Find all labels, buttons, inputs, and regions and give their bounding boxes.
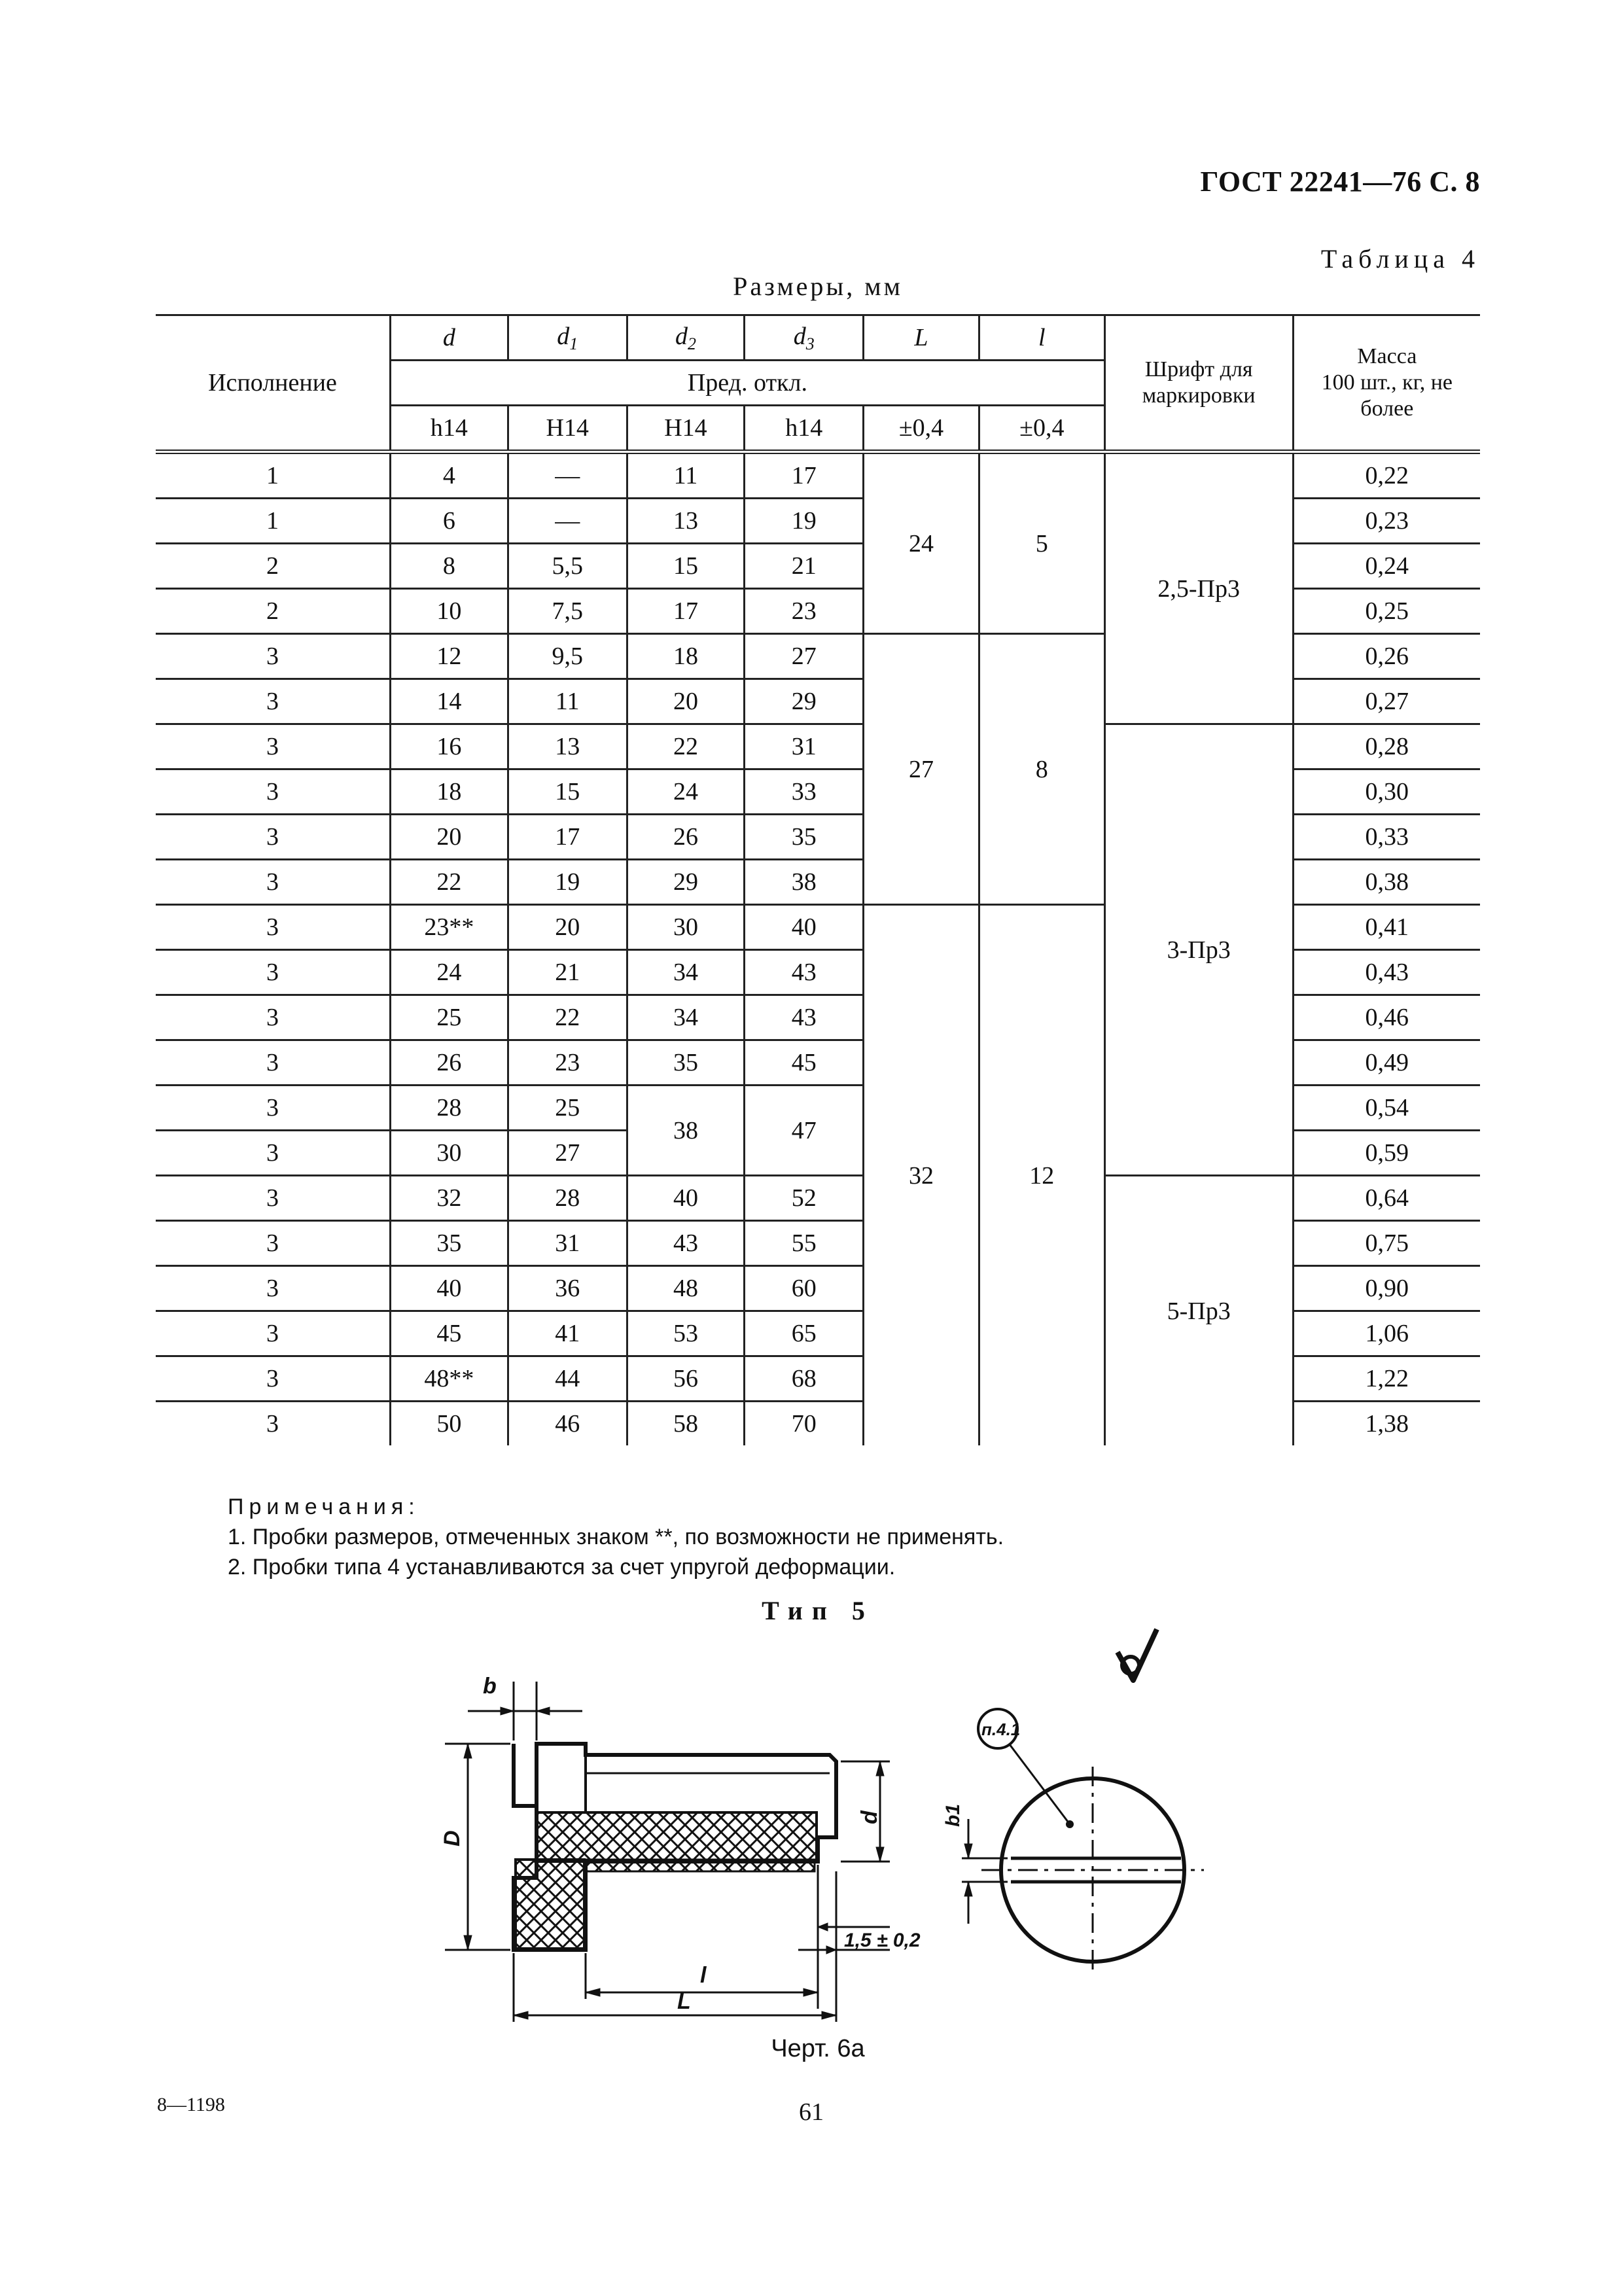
cell-d: 23** — [391, 905, 508, 950]
cell-d2: 38 — [627, 1086, 745, 1176]
cell-d1: 31 — [508, 1221, 627, 1266]
tol-d: h14 — [391, 406, 508, 452]
cell-d1: 36 — [508, 1266, 627, 1311]
cell-mass: 0,43 — [1293, 950, 1480, 995]
cell-v: 2 — [156, 544, 391, 589]
table-row — [156, 1176, 1480, 1221]
notes-title: Примечания: — [228, 1494, 420, 1519]
cell-L: 27 — [864, 634, 979, 905]
cell-d1: 27 — [508, 1131, 627, 1176]
cell-d3: 43 — [745, 995, 864, 1040]
cell-mass: 0,54 — [1293, 1086, 1480, 1131]
cell-d2: 13 — [627, 499, 745, 544]
cell-d: 26 — [391, 1040, 508, 1086]
type-title: Тип 5 — [762, 1596, 874, 1625]
cell-font: 3-Пр3 — [1104, 724, 1293, 1176]
note-item: 1. Пробки размеров, отмеченных знаком **, по возможности не применять. — [228, 1525, 1004, 1549]
cell-d2: 11 — [627, 452, 745, 499]
cell-d: 28 — [391, 1086, 508, 1131]
tol-d2: H14 — [627, 406, 745, 452]
cell-mass: 0,49 — [1293, 1040, 1480, 1086]
page-number: 61 — [799, 2098, 824, 2126]
cell-d1: — — [508, 452, 627, 499]
cell-d2: 17 — [627, 589, 745, 634]
cell-d1: 19 — [508, 860, 627, 905]
cell-d3: 43 — [745, 950, 864, 995]
cell-d3: 33 — [745, 769, 864, 815]
cell-v: 3 — [156, 1356, 391, 1402]
cell-L: 32 — [864, 905, 979, 1446]
cell-mass: 0,41 — [1293, 905, 1480, 950]
cell-d3: 17 — [745, 452, 864, 499]
cell-d3: 23 — [745, 589, 864, 634]
cell-d2: 43 — [627, 1221, 745, 1266]
cell-mass: 1,38 — [1293, 1402, 1480, 1446]
plug-front-view — [962, 1709, 1204, 1975]
cell-d1: 20 — [508, 905, 627, 950]
cell-d: 35 — [391, 1221, 508, 1266]
units-caption: Размеры, мм — [733, 272, 903, 301]
drawing-caption: Черт. 6а — [771, 2035, 865, 2062]
cell-mass: 0,22 — [1293, 452, 1480, 499]
cell-d3: 60 — [745, 1266, 864, 1311]
cell-d1: 13 — [508, 724, 627, 769]
cell-v: 3 — [156, 995, 391, 1040]
tol-l: ±0,4 — [979, 406, 1104, 452]
cell-d3: 52 — [745, 1176, 864, 1221]
cell-mass: 0,23 — [1293, 499, 1480, 544]
cell-mass: 0,26 — [1293, 634, 1480, 679]
label-b1: b1 — [942, 1803, 964, 1827]
cell-d1: 28 — [508, 1176, 627, 1221]
tol-d1: H14 — [508, 406, 627, 452]
cell-d1: 44 — [508, 1356, 627, 1402]
cell-v: 3 — [156, 1176, 391, 1221]
cell-d1: 7,5 — [508, 589, 627, 634]
cell-l: 5 — [979, 452, 1104, 634]
cell-d: 40 — [391, 1266, 508, 1311]
cell-d2: 30 — [627, 905, 745, 950]
cell-v: 1 — [156, 499, 391, 544]
cell-d: 14 — [391, 679, 508, 724]
cell-d: 48** — [391, 1356, 508, 1402]
cell-d1: 41 — [508, 1311, 627, 1356]
cell-v: 3 — [156, 724, 391, 769]
cell-v: 3 — [156, 860, 391, 905]
label-b: b — [483, 1674, 497, 1699]
cell-d3: 70 — [745, 1402, 864, 1446]
label-L: L — [677, 1989, 691, 2014]
cell-v: 3 — [156, 1221, 391, 1266]
cell-d1: 25 — [508, 1086, 627, 1131]
header-d2: $d_2$ — [627, 315, 745, 361]
header-variant: Исполнение — [156, 315, 391, 452]
table-row — [156, 724, 1480, 769]
label-D: D — [440, 1830, 465, 1846]
cell-v: 3 — [156, 679, 391, 724]
cell-mass: 0,46 — [1293, 995, 1480, 1040]
cell-d2: 48 — [627, 1266, 745, 1311]
cell-d3: 45 — [745, 1040, 864, 1086]
cell-d2: 22 — [627, 724, 745, 769]
cell-d2: 20 — [627, 679, 745, 724]
standard-header: ГОСТ 22241—76 С. 8 — [1200, 166, 1480, 198]
header-mass: Масса 100 шт., кг, не более — [1293, 315, 1480, 452]
cell-font: 5-Пр3 — [1104, 1176, 1293, 1446]
cell-d: 12 — [391, 634, 508, 679]
tol-d3: h14 — [745, 406, 864, 452]
cell-mass: 1,22 — [1293, 1356, 1480, 1402]
cell-mass: 0,33 — [1293, 815, 1480, 860]
cell-d2: 26 — [627, 815, 745, 860]
notes — [228, 1492, 1405, 1582]
cell-d1: — — [508, 499, 627, 544]
cell-v: 3 — [156, 1131, 391, 1176]
header-d: d — [391, 315, 508, 361]
tol-L: ±0,4 — [864, 406, 979, 452]
cell-d3: 27 — [745, 634, 864, 679]
label-tolerance: 1,5 ± 0,2 — [844, 1930, 921, 1951]
cell-d: 24 — [391, 950, 508, 995]
cell-v: 3 — [156, 1311, 391, 1356]
cell-d2: 40 — [627, 1176, 745, 1221]
dimensions-table — [156, 314, 1480, 1445]
cell-d3: 65 — [745, 1311, 864, 1356]
cell-d: 6 — [391, 499, 508, 544]
cell-d3: 68 — [745, 1356, 864, 1402]
cell-l: 8 — [979, 634, 1104, 905]
cell-v: 3 — [156, 769, 391, 815]
cell-d1: 5,5 — [508, 544, 627, 589]
cell-mass: 0,25 — [1293, 589, 1480, 634]
cell-d1: 21 — [508, 950, 627, 995]
cell-d3: 31 — [745, 724, 864, 769]
cell-d3: 38 — [745, 860, 864, 905]
cell-d2: 24 — [627, 769, 745, 815]
cell-mass: 0,59 — [1293, 1131, 1480, 1176]
cell-d2: 58 — [627, 1402, 745, 1446]
cell-d: 50 — [391, 1402, 508, 1446]
cell-v: 3 — [156, 905, 391, 950]
cell-d2: 15 — [627, 544, 745, 589]
cell-d1: 17 — [508, 815, 627, 860]
cell-mass: 0,27 — [1293, 679, 1480, 724]
cell-d2: 34 — [627, 950, 745, 995]
cell-d: 10 — [391, 589, 508, 634]
cell-d: 45 — [391, 1311, 508, 1356]
cell-d3: 35 — [745, 815, 864, 860]
cell-mass: 0,90 — [1293, 1266, 1480, 1311]
cell-d3: 19 — [745, 499, 864, 544]
cell-v: 3 — [156, 1040, 391, 1086]
cell-l: 12 — [979, 905, 1104, 1446]
technical-drawing — [419, 1616, 1243, 2035]
cell-d: 20 — [391, 815, 508, 860]
cell-d: 18 — [391, 769, 508, 815]
header-l: l — [979, 315, 1104, 361]
label-d: d — [857, 1810, 882, 1824]
cell-d3: 40 — [745, 905, 864, 950]
label-l: l — [700, 1963, 707, 1988]
cell-v: 1 — [156, 452, 391, 499]
roughness-symbol-icon — [1118, 1629, 1157, 1680]
cell-d: 16 — [391, 724, 508, 769]
cell-v: 2 — [156, 589, 391, 634]
cell-d1: 11 — [508, 679, 627, 724]
cell-mass: 0,24 — [1293, 544, 1480, 589]
cell-d2: 53 — [627, 1311, 745, 1356]
document-code: 8—1198 — [157, 2094, 225, 2115]
note-item: 2. Пробки типа 4 устанавливаются за счет упругой деформации. — [228, 1555, 896, 1580]
cell-v: 3 — [156, 950, 391, 995]
cell-d: 8 — [391, 544, 508, 589]
cell-d1: 23 — [508, 1040, 627, 1086]
cell-d2: 18 — [627, 634, 745, 679]
table-label: Таблица 4 — [1320, 244, 1480, 274]
table-row — [156, 452, 1480, 499]
cell-d3: 47 — [745, 1086, 864, 1176]
cell-d1: 46 — [508, 1402, 627, 1446]
label-ref: п.4.1 — [981, 1720, 1021, 1739]
cell-v: 3 — [156, 1086, 391, 1131]
cell-v: 3 — [266, 1410, 279, 1438]
cell-v: 3 — [156, 1266, 391, 1311]
cell-mass: 0,75 — [1293, 1221, 1480, 1266]
header-tolerance: Пред. откл. — [391, 361, 1105, 406]
cell-d1: 15 — [508, 769, 627, 815]
cell-d: 30 — [391, 1131, 508, 1176]
cell-d2: 29 — [627, 860, 745, 905]
header-d3: $d_3$ — [745, 315, 864, 361]
cell-font: 2,5-Пр3 — [1104, 452, 1293, 724]
cell-d: 4 — [391, 452, 508, 499]
header-L: L — [864, 315, 979, 361]
cell-mass: 0,28 — [1293, 724, 1480, 769]
cell-d3: 21 — [745, 544, 864, 589]
cell-d1: 22 — [508, 995, 627, 1040]
cell-d2: 56 — [627, 1356, 745, 1402]
cell-d1: 9,5 — [508, 634, 627, 679]
cell-v: 3 — [156, 634, 391, 679]
cell-L: 24 — [864, 452, 979, 634]
plug-side-view — [514, 1744, 836, 1950]
cell-mass: 0,64 — [1293, 1176, 1480, 1221]
cell-d: 25 — [391, 995, 508, 1040]
header-d1: $d_1$ — [508, 315, 627, 361]
cell-mass: 1,06 — [1293, 1311, 1480, 1356]
cell-v: 3 — [156, 815, 391, 860]
cell-mass: 0,30 — [1293, 769, 1480, 815]
cell-d: 32 — [391, 1176, 508, 1221]
cell-d2: 35 — [627, 1040, 745, 1086]
cell-d: 22 — [391, 860, 508, 905]
cell-d3: 29 — [745, 679, 864, 724]
cell-d2: 34 — [627, 995, 745, 1040]
cell-mass: 0,38 — [1293, 860, 1480, 905]
cell-d3: 55 — [745, 1221, 864, 1266]
header-font: Шрифт для маркировки — [1104, 315, 1293, 452]
